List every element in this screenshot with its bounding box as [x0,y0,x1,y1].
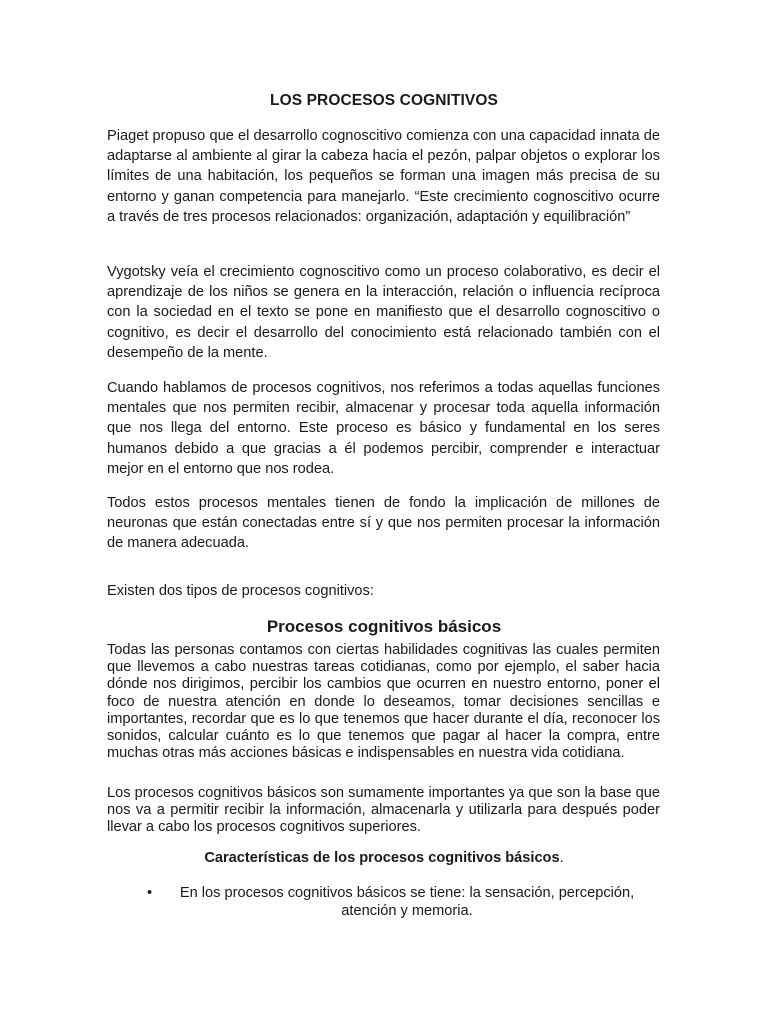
characteristics-heading-text: Características de los procesos cognitivos básicos [204,850,560,866]
section-title: Procesos cognitivos básicos [266,617,502,636]
list-item-text: En los procesos cognitivos básicos se tiene: la sensación, percepción, atención y memoria. [179,885,635,919]
paragraph-piaget: Piaget propuso que el desarrollo cognoscitivo comienza con una capacidad innata de adaptarse al ambiente al girar la cabeza hacia el pezón, palpar objetos o explorar los límites de una habitación, los pequeños se forman una imagen más precisa de su entorno y ganan competencia para manejarlo. “Este crecimiento cognoscitivo ocurre a través de tres procesos relacionados: organización, adaptación y equilibración” [107,128,660,225]
list-item [147,884,667,920]
characteristics-heading [0,850,768,866]
page-title: LOS PROCESOS COGNITIVOS [270,92,498,109]
paragraph-neurons: Todos estos procesos mentales tienen de fondo la implicación de millones de neuronas que están conectadas entre sí y que nos permiten procesar la información de manera adecuada. [107,495,660,552]
paragraph-basic-importance: Los procesos cognitivos básicos son sumamente importantes ya que son la base que nos va a permitir recibir la información, almacenarla y utilizarla para después poder llevar a cabo los procesos cognitivos superiores. [107,785,660,836]
bullet-icon: • [147,885,153,901]
paragraph-vygotsky: Vygotsky veía el crecimiento cognoscitivo como un proceso colaborativo, es decir el aprendizaje de los niños se genera en la interacción, relación o influencia recíproca con la sociedad en el texto se pone en manifiesto que el desarrollo cognoscitivo o cognitivo, es decir el desarrollo del conocimiento está relacionado también con el desempeño de la mente. [107,264,660,361]
types-intro: Existen dos tipos de procesos cognitivos: [107,583,374,599]
paragraph-basic-skills: Todas las personas contamos con ciertas habilidades cognitivas las cuales permiten que llevemos a cabo nuestras tareas cotidianas, como por ejemplo, el saber hacia dónde nos dirigimos, percibir los cambios que ocurren en nuestro entorno, poner el foco de nuestra atención en donde lo deseamos, tomar decisiones sencillas e importantes, recordar que es lo que tenemos que hacer durante el día, reconocer los sonidos, calcular cuánto es lo que tenemos que pagar al hacer la compra, entre muchas otras más acciones básicas e indispensables en nuestra vida cotidiana. [107,642,660,762]
characteristics-heading-period: . [559,850,564,866]
paragraph-cognitive-processes: Cuando hablamos de procesos cognitivos, nos referimos a todas aquellas funciones mentales que nos permiten recibir, almacenar y procesar toda aquella información que nos llega del entorno. Este proceso es básico y fundamental en los seres humanos debido a que gracias a él podemos percibir, comprender e interactuar mejor en el entorno que nos rodea. [107,380,660,477]
